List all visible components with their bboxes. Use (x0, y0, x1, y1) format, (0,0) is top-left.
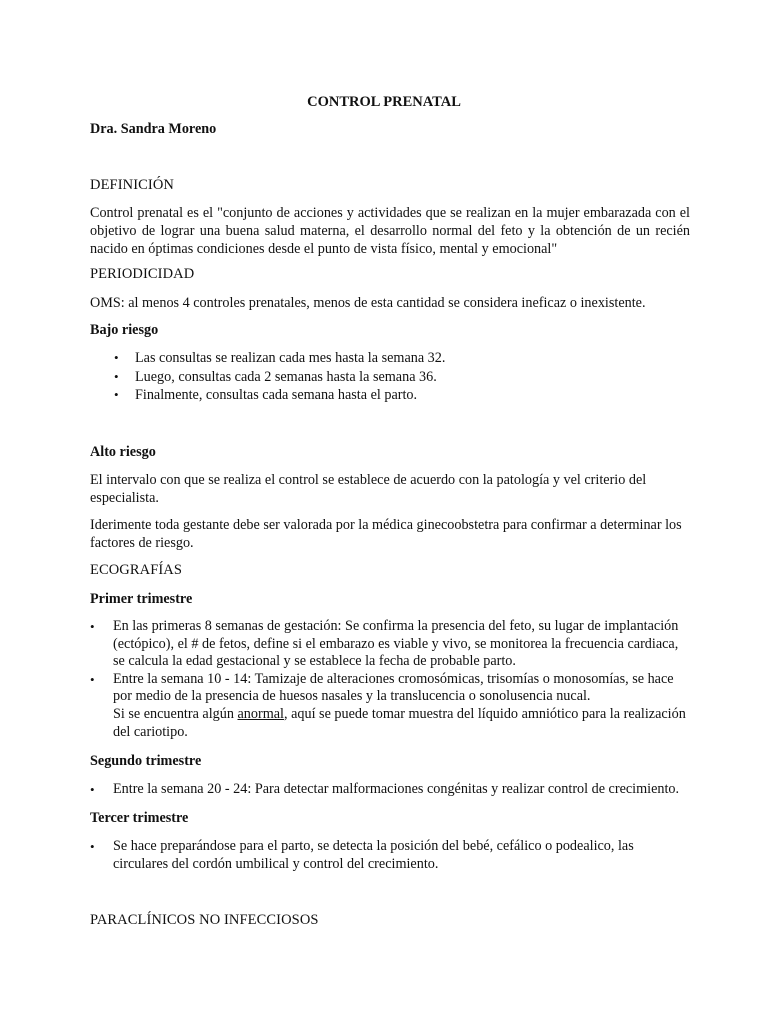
bullet-icon: • (90, 671, 95, 687)
bullet-icon: • (90, 839, 95, 854)
second-trimester-list (90, 781, 690, 799)
document-title: CONTROL PRENATAL (307, 94, 461, 110)
section-heading-periodicity: PERIODICIDAD (90, 266, 195, 282)
third-trimester-list (90, 838, 690, 873)
first-trimester-list (90, 618, 690, 741)
section-heading-paraclinical: PARACLÍNICOS NO INFECCIOSOS (90, 912, 319, 928)
subheading-low-risk: Bajo riesgo (90, 322, 159, 338)
bullet-icon: • (90, 619, 95, 634)
list-item: • Luego, consultas cada 2 semanas hasta la semana 36. (114, 368, 437, 385)
section-heading-ultrasound: ECOGRAFÍAS (90, 562, 183, 578)
subheading-second-trimester: Segundo trimestre (90, 753, 202, 769)
high-risk-paragraph-2: Iderimente toda gestante debe ser valorada por la médica ginecoobstetra para confirmar a determinar los factores de riesgo. (90, 517, 682, 551)
list-item: • En las primeras 8 semanas de gestación: Se confirma la presencia del feto, su lugar de implantación (ectópico), el # de fetos, define si el embarazo es viable y vivo, se monitorea la frecuencia cardiaca, se calcula la edad gestacional y se establece la fecha de probable parto. (90, 618, 679, 670)
definition-paragraph: Control prenatal es el "conjunto de acciones y actividades que se realizan en la mujer embarazada con el objetivo de lograr una buena salud materna, el desarrollo normal del feto y la obtención de un recién nacido en óptimas condiciones desde el punto de vista físico, mental y emocional" (90, 205, 690, 257)
bullet-icon: • (114, 368, 119, 384)
list-item: • Finalmente, consultas cada semana hasta el parto. (114, 387, 418, 403)
document-author: Dra. Sandra Moreno (90, 121, 217, 137)
bullet-icon: • (114, 387, 119, 402)
list-item: • Las consultas se realizan cada mes hasta la semana 32. (114, 350, 446, 366)
high-risk-paragraph-1: El intervalo con que se realiza el control se establece de acuerdo con la patología y vel criterio del especialista. (90, 472, 647, 506)
low-risk-list (90, 349, 690, 405)
list-item: • Entre la semana 20 - 24: Para detectar malformaciones congénitas y realizar control de crecimiento. (90, 781, 680, 797)
section-heading-definition: DEFINICIÓN (90, 177, 174, 193)
list-item: • Entre la semana 10 - 14: Tamizaje de alteraciones cromosómicas, trisomías o monosomías, se hace por medio de la presencia de huesos nasales y la translucencia o sonolusencia nucal. Si se encuentra algún anormal, aquí se puede tomar muestra del líquido amniótico para la realización del cariotipo. (90, 670, 686, 740)
subheading-high-risk: Alto riesgo (90, 444, 156, 460)
subheading-first-trimester: Primer trimestre (90, 591, 193, 607)
underlined-word: anormal (237, 705, 284, 722)
list-item: • Se hace preparándose para el parto, se detecta la posición del bebé, cefálico o podealico, las circulares del cordón umbilical y control del crecimiento. (90, 838, 634, 872)
bullet-icon: • (90, 782, 95, 797)
periodicity-paragraph: OMS: al menos 4 controles prenatales, menos de esta cantidad se considera ineficaz o inexistente. (90, 295, 646, 311)
bullet-icon: • (114, 350, 119, 365)
subheading-third-trimester: Tercer trimestre (90, 810, 189, 826)
